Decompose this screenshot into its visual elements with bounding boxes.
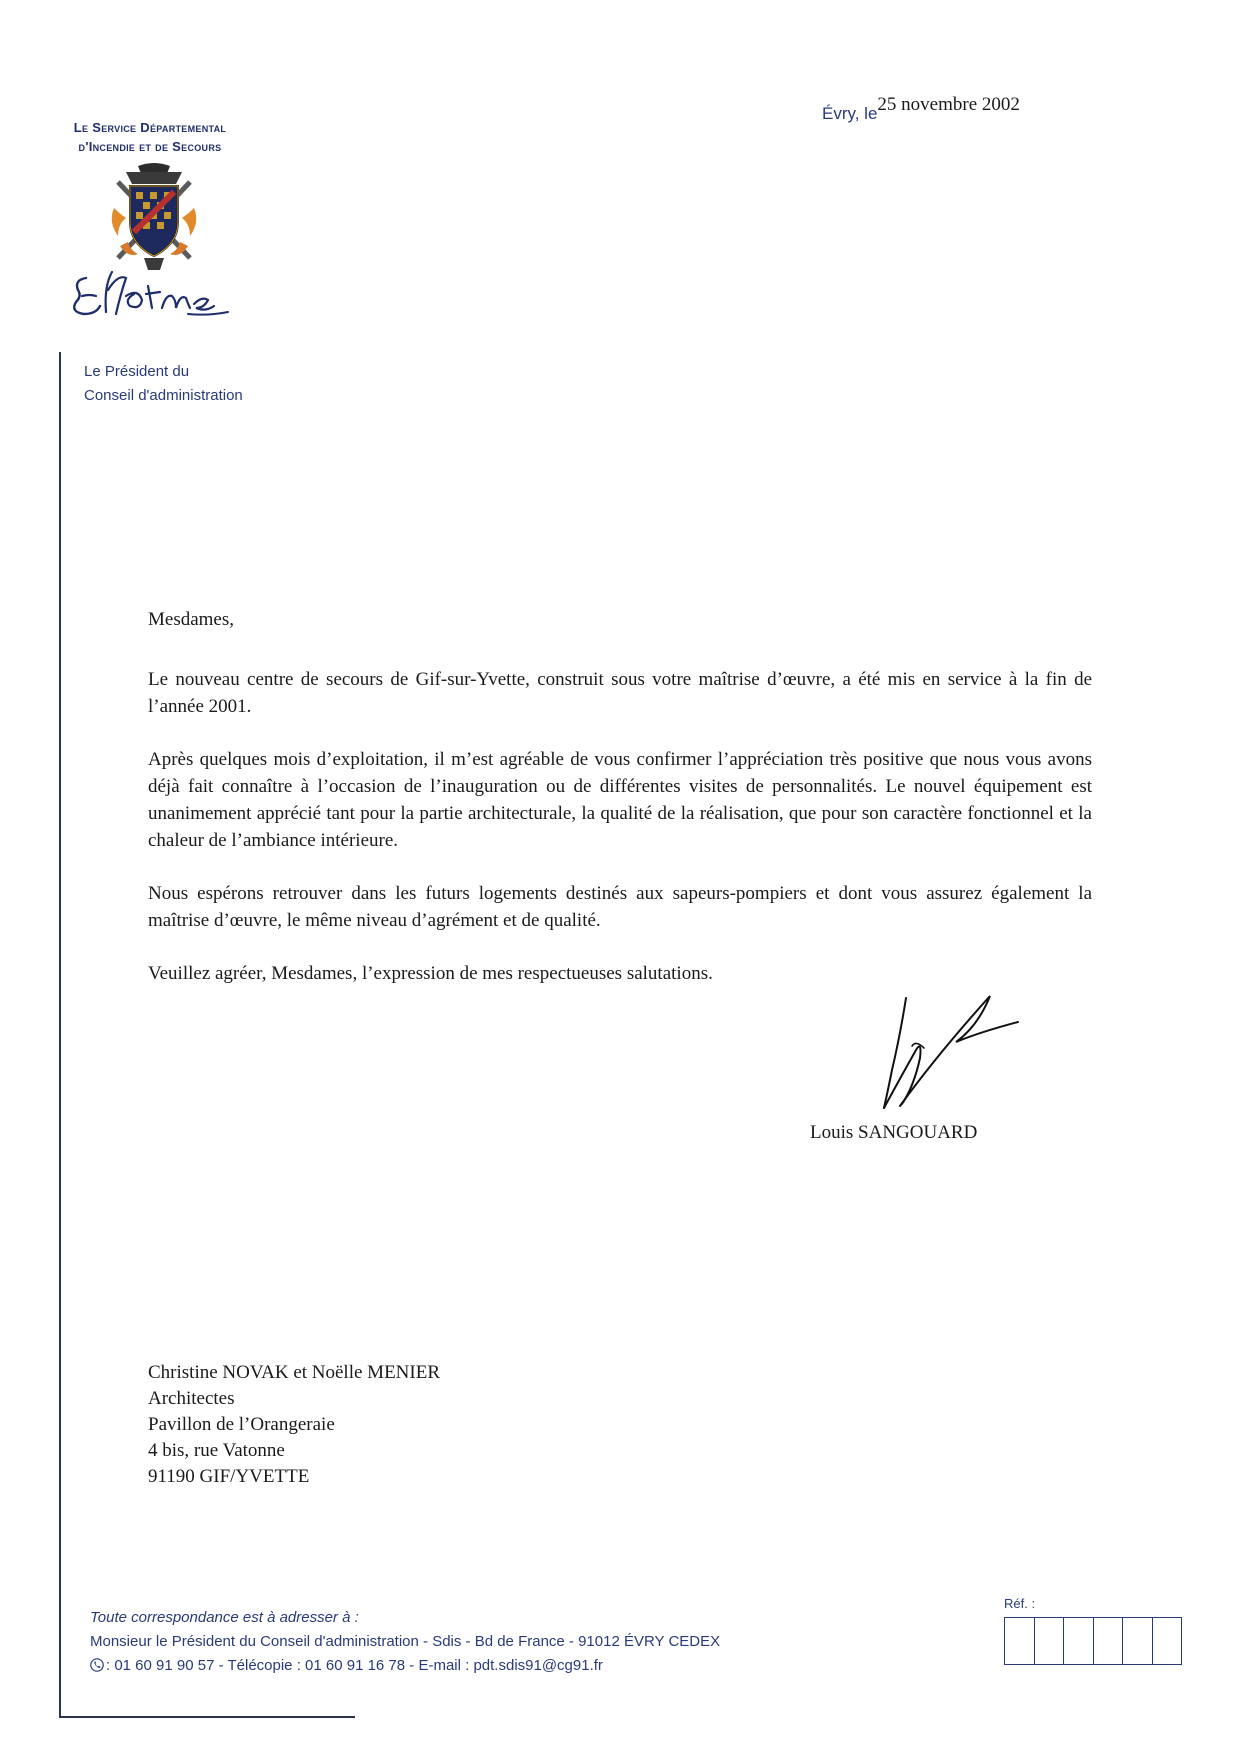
reference-box <box>1005 1618 1035 1664</box>
organization-name-line2: d'Incendie et de Secours <box>78 139 222 154</box>
reference-box <box>1035 1618 1065 1664</box>
reference-box <box>1094 1618 1124 1664</box>
organization-name <box>40 118 260 156</box>
handwritten-signature <box>840 986 1030 1118</box>
reference-box <box>1123 1618 1153 1664</box>
sender-role-line2: Conseil d'administration <box>84 387 243 404</box>
date-prefix: Évry, le <box>822 104 878 123</box>
recipient-address-line: Pavillon de l’Orangeraie <box>148 1414 335 1435</box>
reference-boxes <box>1004 1617 1182 1665</box>
margin-rule-horizontal <box>59 1716 355 1718</box>
department-signature-logo <box>68 266 240 322</box>
reference-label: Réf. : <box>1004 1596 1036 1611</box>
body-paragraph: Nous espérons retrouver dans les futurs logements destinés aux sapeurs-pompiers et dont vous assurez également la maîtrise d’œuvre, le même niveau d’agrément et de qualité. <box>148 883 1092 931</box>
organization-name-line1: Le Service Départemental <box>73 120 227 135</box>
recipient-address <box>148 1360 440 1490</box>
letter-date <box>822 94 1020 125</box>
recipient-address-line: 4 bis, rue Vatonne <box>148 1440 285 1461</box>
footer-contact <box>90 1654 720 1678</box>
salutation: Mesdames, <box>148 609 235 630</box>
reference-box <box>1153 1618 1182 1664</box>
body-paragraph: Après quelques mois d’exploitation, il m’est agréable de vous confirmer l’appréciation très positive que nous vous avons déjà fait connaître à l’occasion de l’inauguration ou de différentes visites de personnalités. Le nouvel équipement est unanimement apprécié tant pour la partie architecturale, la qualité de la réalisation, que pour son caractère fonctionnel et la chaleur de l’ambiance intérieure. <box>148 749 1092 851</box>
closing-formula: Veuillez agréer, Mesdames, l’expression de mes respectueuses salutations. <box>148 963 713 984</box>
footer-contact-text: : 01 60 91 90 57 - Télécopie : 01 60 91 16 78 - E-mail : pdt.sdis91@cg91.fr <box>106 1657 603 1674</box>
body-paragraph: Le nouveau centre de secours de Gif-sur-Yvette, construit sous votre maîtrise d’œuvre, a été mis en service à la fin de l’année 2001. <box>148 669 1092 717</box>
footer-intro: Toute correspondance est à adresser à : <box>90 1609 359 1626</box>
footer <box>90 1606 720 1678</box>
recipient-postcode-city: 91190 GIF/YVETTE <box>148 1466 310 1487</box>
signer-name: Louis SANGOUARD <box>810 1122 978 1143</box>
crest-logo <box>104 162 204 274</box>
sender-role <box>84 360 243 408</box>
footer-address: Monsieur le Président du Conseil d'administration - Sdis - Bd de France - 91012 ÉVRY CEDEX <box>90 1633 721 1650</box>
sender-role-line1: Le Président du <box>84 363 190 380</box>
reference-box <box>1064 1618 1094 1664</box>
recipient-names: Christine NOVAK et Noëlle MENIER <box>148 1362 441 1383</box>
margin-rule-vertical <box>59 352 61 1718</box>
date-value: 25 novembre 2002 <box>877 94 1020 115</box>
phone-icon <box>90 1658 104 1672</box>
recipient-profession: Architectes <box>148 1388 235 1409</box>
letter-body <box>148 606 1092 1013</box>
